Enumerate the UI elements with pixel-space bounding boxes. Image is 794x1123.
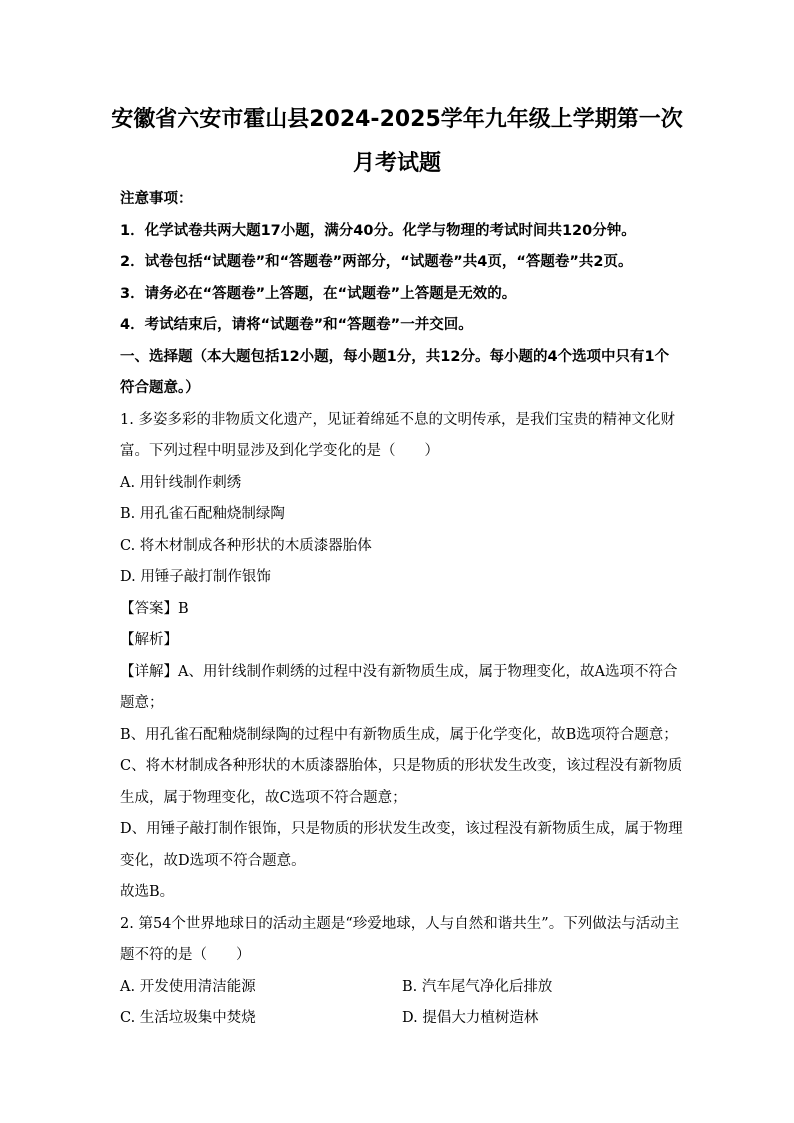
q1-detail-line2: 题意； [120,695,164,711]
page-title-line1: 安徽省六安市霍山县2024-2025学年九年级上学期第一次 [111,107,683,132]
q1-detail-line6: D、用锤子敲打制作银饰，只是物质的形状发生改变，该过程没有新物质生成，属于物理 [120,821,683,837]
q1-conclusion: 故选B。 [120,884,175,900]
q1-detail-line7: 变化，故D选项不符合题意。 [120,852,306,869]
document-body [120,184,684,1035]
page-title-line2: 月考试题 [352,151,441,176]
q1-analysis-heading: 【解析】 [120,632,178,648]
q2-stem-line2: 题不符的是（ ） [120,947,251,963]
q1-stem-line2: 富。下列过程中明显涉及到化学变化的是（ ） [120,443,439,459]
q2-stem-line1: 2. 第54个世界地球日的活动主题是“珍爱地球，人与自然和谐共生”。下列做法与活动主 [120,915,680,932]
q2-option-c: C. 生活垃圾集中焚烧 [120,1010,256,1026]
q1-detail-line3: B、用孔雀石配釉烧制绿陶的过程中有新物质生成，属于化学变化，故B选项符合题意； [120,726,678,743]
notice-item-1: 1．化学试卷共两大题17小题，满分40分。化学与物理的考试时间共120分钟。 [120,222,636,239]
q2-option-b: B. 汽车尾气净化后排放 [402,978,553,995]
notice-heading: 注意事项： [120,191,193,207]
q1-stem-line1: 1. 多姿多彩的非物质文化遗产，见证着绵延不息的文明传承，是我们宝贵的精神文化财 [120,411,675,428]
q2-options-row-2 [120,1003,684,1035]
q2-options-row-1 [120,972,684,1004]
q1-answer: 【答案】B [120,600,189,617]
q1-option-c: C. 将木材制成各种形状的木质漆器胎体 [120,537,372,554]
q1-detail-line5: 生成，属于物理变化，故C选项不符合题意； [120,789,407,806]
q1-detail-line4: C、将木材制成各种形状的木质漆器胎体，只是物质的形状发生改变，该过程没有新物质 [120,758,683,774]
section-heading-line2: 符合题意。） [120,380,200,396]
q1-detail-line1: 【详解】A、用针线制作刺绣的过程中没有新物质生成，属于物理变化，故A选项不符合 [120,663,678,680]
q1-option-a: A. 用针线制作刺绣 [120,474,242,491]
section-heading-line1: 一、选择题（本大题包括12小题，每小题1分，共12分。每小题的4个选项中只有1个 [120,348,670,365]
notice-item-2: 2．试卷包括“试题卷”和“答题卷”两部分，“试题卷”共4页，“答题卷”共2页。 [120,254,633,270]
q2-option-d: D. 提倡大力植树造林 [402,1010,539,1026]
notice-item-3: 3．请务必在“答题卷”上答题，在“试题卷”上答题是无效的。 [120,285,517,302]
q1-option-b: B. 用孔雀石配釉烧制绿陶 [120,506,285,522]
q2-option-a: A. 开发使用清洁能源 [120,978,256,995]
notice-item-4: 4．考试结束后，请将“试题卷”和“答题卷”一并交回。 [120,317,473,333]
q1-option-d: D. 用锤子敲打制作银饰 [120,569,271,585]
